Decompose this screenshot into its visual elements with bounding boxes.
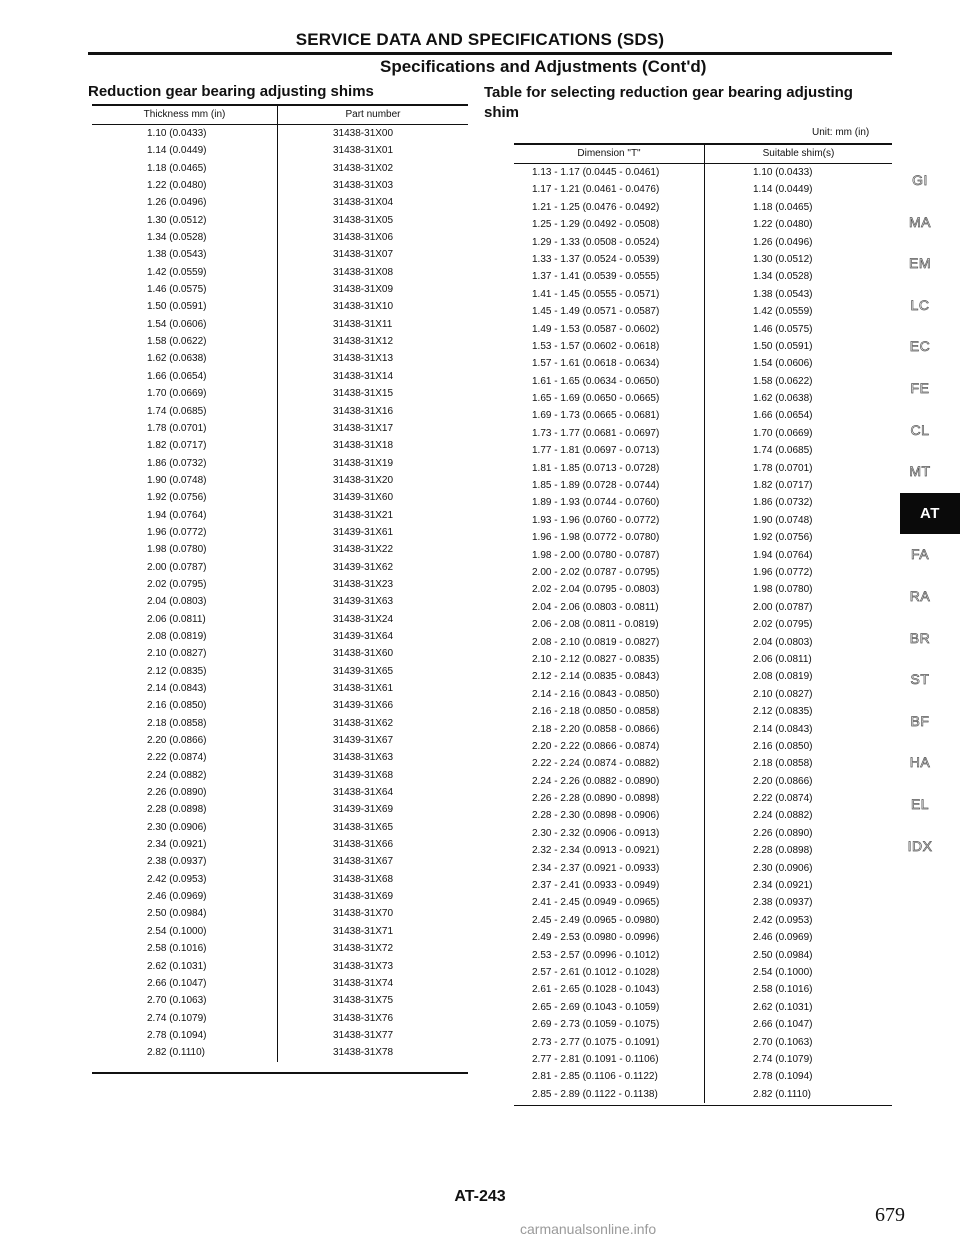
- thickness-cell: 1.74 (0.0685): [147, 405, 207, 417]
- thickness-cell: 2.02 (0.0795): [147, 578, 207, 590]
- part-number-column: [277, 125, 468, 1062]
- suitable-shim-cell: 2.14 (0.0843): [753, 723, 813, 735]
- suitable-shim-cell: 2.38 (0.0937): [753, 897, 813, 909]
- section-tab-lc[interactable]: LC: [910, 296, 930, 313]
- suitable-shim-cell: 2.22 (0.0874): [753, 793, 813, 805]
- thickness-cell: 2.12 (0.0835): [147, 665, 207, 677]
- suitable-shim-cell: 1.74 (0.0685): [753, 445, 813, 457]
- part-number-cell: 31438-31X70: [333, 908, 394, 920]
- dimension-cell: 1.37 - 1.41 (0.0539 - 0.0555): [532, 271, 660, 283]
- thickness-cell: 1.50 (0.0591): [147, 301, 207, 313]
- part-number-cell: 31438-31X67: [333, 856, 394, 868]
- table-header: [92, 106, 468, 125]
- part-number-cell: 31438-31X65: [333, 821, 394, 833]
- thickness-cell: 1.10 (0.0433): [147, 128, 207, 139]
- dimension-cell: 1.93 - 1.96 (0.0760 - 0.0772): [532, 514, 660, 526]
- suitable-shim-column: [704, 164, 892, 1103]
- page-number: 679: [875, 1204, 905, 1226]
- thickness-cell: 1.66 (0.0654): [147, 370, 207, 382]
- thickness-cell: 1.14 (0.0449): [147, 145, 207, 157]
- section-tab-ra[interactable]: RA: [909, 587, 931, 604]
- dimension-cell: 1.98 - 2.00 (0.0780 - 0.0787): [532, 549, 660, 561]
- section-tab-ha[interactable]: HA: [909, 754, 931, 771]
- suitable-shim-cell: 2.28 (0.0898): [753, 845, 813, 857]
- thickness-cell: 1.34 (0.0528): [147, 232, 207, 244]
- suitable-shim-cell: 2.54 (0.1000): [753, 966, 813, 978]
- thickness-cell: 2.08 (0.0819): [147, 630, 207, 642]
- part-number-cell: 31438-31X11: [333, 318, 393, 330]
- part-number-cell: 31438-31X69: [333, 891, 394, 903]
- suitable-shim-cell: 2.04 (0.0803): [753, 636, 813, 648]
- part-number-cell: 31438-31X60: [333, 648, 394, 660]
- part-number-cell: 31439-31X61: [333, 526, 394, 538]
- dimension-cell: 2.57 - 2.61 (0.1012 - 0.1028): [532, 966, 660, 978]
- part-number-cell: 31438-31X19: [333, 457, 394, 469]
- part-number-cell: 31438-31X18: [333, 440, 394, 452]
- part-number-cell: 31439-31X62: [333, 561, 394, 573]
- part-number-cell: 31438-31X78: [333, 1047, 394, 1059]
- thickness-cell: 1.62 (0.0638): [147, 353, 207, 365]
- dimension-cell: 2.61 - 2.65 (0.1028 - 0.1043): [532, 984, 660, 996]
- dimension-cell: 2.85 - 2.89 (0.1122 - 0.1138): [532, 1088, 658, 1100]
- suitable-shim-cell: 2.42 (0.0953): [753, 914, 813, 926]
- suitable-shim-cell: 2.70 (0.1063): [753, 1036, 813, 1048]
- part-number-cell: 31438-31X21: [333, 509, 394, 521]
- dimension-cell: 2.14 - 2.16 (0.0843 - 0.0850): [532, 688, 660, 700]
- part-number-cell: 31438-31X73: [333, 960, 394, 972]
- dimension-cell: 1.41 - 1.45 (0.0555 - 0.0571): [532, 288, 660, 300]
- suitable-shim-cell: 1.38 (0.0543): [753, 288, 813, 300]
- dimension-cell: 2.22 - 2.24 (0.0874 - 0.0882): [532, 758, 660, 770]
- table-bottom-rule: [92, 1072, 468, 1074]
- part-number-cell: 31438-31X23: [333, 578, 394, 590]
- suitable-shim-cell: 2.18 (0.0858): [753, 758, 813, 770]
- part-number-cell: 31438-31X10: [333, 301, 394, 313]
- suitable-shim-cell: 1.98 (0.0780): [753, 584, 813, 596]
- dimension-cell: 1.77 - 1.81 (0.0697 - 0.0713): [532, 445, 660, 457]
- part-number-cell: 31438-31X71: [333, 925, 394, 937]
- thickness-cell: 1.86 (0.0732): [147, 457, 207, 469]
- dimension-column-header: Dimension "T": [577, 148, 641, 159]
- thickness-cell: 2.00 (0.0787): [147, 561, 207, 573]
- thickness-cell: 2.58 (0.1016): [147, 943, 207, 955]
- part-number-cell: 31439-31X66: [333, 700, 394, 712]
- page-code: AT-243: [454, 1188, 506, 1205]
- suitable-shim-cell: 2.30 (0.0906): [753, 862, 813, 874]
- part-number-cell: 31438-31X22: [333, 544, 394, 556]
- shim-selection-table: [514, 143, 892, 1106]
- table-header: [514, 145, 892, 164]
- thickness-cell: 2.14 (0.0843): [147, 683, 207, 694]
- part-number-cell: 31438-31X07: [333, 249, 394, 261]
- dimension-cell: 2.28 - 2.30 (0.0898 - 0.0906): [532, 810, 660, 822]
- suitable-shim-cell: 1.82 (0.0717): [753, 480, 813, 492]
- suitable-shim-cell: 2.02 (0.0795): [753, 619, 813, 631]
- dimension-cell: 1.85 - 1.89 (0.0728 - 0.0744): [532, 480, 660, 492]
- suitable-shim-cell: 2.26 (0.0890): [753, 827, 813, 839]
- suitable-shim-cell: 1.66 (0.0654): [753, 410, 813, 422]
- part-number-cell: 31439-31X68: [333, 769, 394, 781]
- dimension-cell: 2.12 - 2.14 (0.0835 - 0.0843): [532, 671, 660, 683]
- watermark-text: carmanualsonline.info: [520, 1221, 657, 1237]
- suitable-shim-cell: 1.96 (0.0772): [753, 566, 813, 578]
- part-number-cell: 31438-31X61: [333, 683, 394, 694]
- thickness-cell: 2.78 (0.1094): [147, 1029, 207, 1041]
- section-tab-idx[interactable]: IDX: [907, 837, 933, 854]
- thickness-cell: 1.30 (0.0512): [147, 214, 207, 226]
- thickness-cell: 2.18 (0.0858): [147, 717, 207, 729]
- dimension-cell: 1.33 - 1.37 (0.0524 - 0.0539): [532, 253, 660, 265]
- dimension-cell: 2.00 - 2.02 (0.0787 - 0.0795): [532, 566, 660, 578]
- dimension-cell: 2.30 - 2.32 (0.0906 - 0.0913): [532, 827, 660, 839]
- part-number-cell: 31438-31X03: [333, 180, 394, 192]
- suitable-shim-cell: 2.10 (0.0827): [753, 688, 813, 700]
- part-number-cell: 31438-31X05: [333, 214, 394, 226]
- thickness-cell: 2.82 (0.1110): [147, 1047, 206, 1059]
- section-tab-ma[interactable]: MA: [909, 213, 931, 230]
- section-tab-el[interactable]: EL: [910, 795, 930, 812]
- thickness-cell: 2.24 (0.0882): [147, 769, 207, 781]
- suitable-shim-cell: 2.20 (0.0866): [753, 775, 813, 787]
- part-number-cell: 31438-31X08: [333, 266, 394, 278]
- dimension-cell: 2.04 - 2.06 (0.0803 - 0.0811): [532, 601, 659, 613]
- part-number-cell: 31438-31X76: [333, 1012, 394, 1024]
- suitable-shim-column-header: Suitable shim(s): [704, 145, 892, 163]
- dimension-cell: 2.24 - 2.26 (0.0882 - 0.0890): [532, 775, 660, 787]
- part-number-cell: 31438-31X09: [333, 284, 394, 296]
- part-number-cell: 31438-31X72: [333, 943, 394, 955]
- thickness-cell: 2.06 (0.0811): [147, 613, 206, 625]
- dimension-cell: 1.57 - 1.61 (0.0618 - 0.0634): [532, 358, 660, 370]
- thickness-cell: 1.96 (0.0772): [147, 526, 207, 538]
- thickness-cell: 1.38 (0.0543): [147, 249, 207, 261]
- section-tab-at[interactable]: AT: [900, 493, 960, 535]
- suitable-shim-cell: 1.86 (0.0732): [753, 497, 813, 509]
- part-number-cell: 31438-31X64: [333, 787, 394, 799]
- suitable-shim-cell: 1.22 (0.0480): [753, 219, 813, 231]
- suitable-shim-cell: 2.16 (0.0850): [753, 740, 813, 752]
- dimension-cell: 2.41 - 2.45 (0.0949 - 0.0965): [532, 897, 660, 909]
- suitable-shim-cell: 2.74 (0.1079): [753, 1053, 813, 1065]
- dimension-column: [514, 164, 704, 1103]
- thickness-cell: 2.20 (0.0866): [147, 735, 207, 747]
- section-tab-fa[interactable]: FA: [910, 546, 930, 563]
- dimension-cell: 2.53 - 2.57 (0.0996 - 0.1012): [532, 949, 660, 961]
- part-number-cell: 31438-31X00: [333, 128, 394, 139]
- page-header-title: SERVICE DATA AND SPECIFICATIONS (SDS): [295, 30, 665, 49]
- section-tab-mt[interactable]: MT: [909, 463, 931, 480]
- suitable-shim-cell: 2.58 (0.1016): [753, 984, 813, 996]
- thickness-cell: 2.54 (0.1000): [147, 925, 207, 937]
- dimension-cell: 1.65 - 1.69 (0.0650 - 0.0665): [532, 393, 660, 405]
- dimension-cell: 2.45 - 2.49 (0.0965 - 0.0980): [532, 914, 660, 926]
- section-tab-em[interactable]: EM: [909, 255, 931, 272]
- suitable-shim-cell: 2.00 (0.0787): [753, 601, 813, 613]
- part-number-cell: 31438-31X13: [333, 353, 394, 365]
- part-number-cell: 31438-31X24: [333, 613, 394, 625]
- section-index-tabs: [896, 160, 944, 867]
- dimension-cell: 2.73 - 2.77 (0.1075 - 0.1091): [532, 1036, 660, 1048]
- part-number-cell: 31438-31X04: [333, 197, 394, 209]
- suitable-shim-cell: 2.24 (0.0882): [753, 810, 813, 822]
- dimension-cell: 2.81 - 2.85 (0.1106 - 0.1122): [532, 1071, 658, 1083]
- thickness-cell: 2.38 (0.0937): [147, 856, 207, 868]
- unit-label: Unit: mm (in): [812, 127, 870, 138]
- thickness-cell: 2.30 (0.0906): [147, 821, 207, 833]
- thickness-cell: 1.22 (0.0480): [147, 180, 207, 192]
- header-rule: [88, 52, 892, 55]
- part-number-cell: 31439-31X69: [333, 804, 394, 816]
- thickness-cell: 2.26 (0.0890): [147, 787, 207, 799]
- dimension-cell: 1.73 - 1.77 (0.0681 - 0.0697): [532, 427, 660, 439]
- part-number-cell: 31438-31X02: [333, 162, 394, 174]
- suitable-shim-cell: 2.08 (0.0819): [753, 671, 813, 683]
- part-number-cell: 31438-31X12: [333, 336, 394, 348]
- suitable-shim-cell: 1.78 (0.0701): [753, 462, 813, 474]
- dimension-cell: 2.37 - 2.41 (0.0933 - 0.0949): [532, 880, 660, 892]
- dimension-cell: 1.17 - 1.21 (0.0461 - 0.0476): [532, 184, 660, 196]
- dimension-cell: 1.81 - 1.85 (0.0713 - 0.0728): [532, 462, 660, 474]
- thickness-cell: 2.46 (0.0969): [147, 891, 207, 903]
- dimension-cell: 2.49 - 2.53 (0.0980 - 0.0996): [532, 932, 660, 944]
- part-number-cell: 31438-31X01: [333, 145, 394, 157]
- right-section-heading: Table for selecting reduction gear bearing adjusting shim: [484, 84, 853, 121]
- thickness-cell: 1.26 (0.0496): [147, 197, 207, 209]
- dimension-cell: 1.45 - 1.49 (0.0571 - 0.0587): [532, 306, 660, 318]
- section-tab-fe[interactable]: FE: [910, 379, 930, 396]
- suitable-shim-cell: 2.66 (0.1047): [753, 1019, 813, 1031]
- part-number-cell: 31438-31X16: [333, 405, 394, 417]
- dimension-cell: 1.61 - 1.65 (0.0634 - 0.0650): [532, 375, 660, 387]
- thickness-cell: 2.34 (0.0921): [147, 839, 207, 851]
- part-number-cell: 31438-31X75: [333, 995, 394, 1007]
- dimension-cell: 1.13 - 1.17 (0.0445 - 0.0461): [532, 167, 660, 178]
- dimension-cell: 2.32 - 2.34 (0.0913 - 0.0921): [532, 845, 660, 857]
- section-tab-bf[interactable]: BF: [910, 712, 930, 729]
- part-number-cell: 31439-31X65: [333, 665, 394, 677]
- part-number-cell: 31438-31X14: [333, 370, 394, 382]
- section-tab-gi[interactable]: GI: [912, 172, 928, 188]
- thickness-cell: 2.16 (0.0850): [147, 700, 207, 712]
- suitable-shim-cell: 1.18 (0.0465): [753, 201, 813, 213]
- suitable-shim-cell: 2.12 (0.0835): [753, 706, 813, 718]
- part-number-cell: 31438-31X17: [333, 422, 394, 434]
- suitable-shim-cell: 1.14 (0.0449): [753, 184, 813, 196]
- suitable-shim-cell: 2.06 (0.0811): [753, 653, 812, 665]
- thickness-cell: 2.42 (0.0953): [147, 873, 207, 885]
- suitable-shim-cell: 1.46 (0.0575): [753, 323, 813, 335]
- part-number-cell: 31438-31X06: [333, 232, 394, 244]
- thickness-cell: 2.66 (0.1047): [147, 977, 207, 989]
- dimension-cell: 1.89 - 1.93 (0.0744 - 0.0760): [532, 497, 660, 509]
- table-body: [514, 164, 892, 1103]
- left-section-heading: Reduction gear bearing adjusting shims: [88, 83, 374, 100]
- dimension-cell: 1.53 - 1.57 (0.0602 - 0.0618): [532, 340, 660, 352]
- part-number-cell: 31438-31X63: [333, 752, 394, 764]
- part-number-cell: 31438-31X15: [333, 388, 394, 400]
- part-number-cell: 31439-31X64: [333, 630, 394, 642]
- thickness-cell: 2.10 (0.0827): [147, 648, 207, 660]
- dimension-cell: 2.20 - 2.22 (0.0866 - 0.0874): [532, 740, 660, 752]
- part-number-cell: 31438-31X20: [333, 474, 394, 486]
- dimension-cell: 1.96 - 1.98 (0.0772 - 0.0780): [532, 532, 660, 544]
- section-tab-br[interactable]: BR: [909, 629, 931, 646]
- dimension-cell: 2.08 - 2.10 (0.0819 - 0.0827): [532, 636, 660, 648]
- table-body: [92, 125, 468, 1062]
- dimension-cell: 2.26 - 2.28 (0.0890 - 0.0898): [532, 793, 660, 805]
- dimension-cell: 2.18 - 2.20 (0.0858 - 0.0866): [532, 723, 660, 735]
- dimension-cell: 2.02 - 2.04 (0.0795 - 0.0803): [532, 584, 660, 596]
- suitable-shim-cell: 2.34 (0.0921): [753, 880, 813, 892]
- part-number-cell: 31439-31X63: [333, 596, 394, 608]
- suitable-shim-cell: 1.10 (0.0433): [753, 167, 813, 178]
- dimension-cell: 1.21 - 1.25 (0.0476 - 0.0492): [532, 201, 660, 213]
- part-number-cell: 31439-31X60: [333, 492, 394, 504]
- dimension-cell: 2.65 - 2.69 (0.1043 - 0.1059): [532, 1001, 660, 1013]
- dimension-cell: 1.49 - 1.53 (0.0587 - 0.0602): [532, 323, 660, 335]
- shim-part-table: [92, 104, 468, 1074]
- thickness-cell: 2.62 (0.1031): [147, 960, 207, 972]
- thickness-cell: 1.70 (0.0669): [147, 388, 207, 400]
- dimension-cell: 2.16 - 2.18 (0.0850 - 0.0858): [532, 706, 660, 718]
- suitable-shim-cell: 1.70 (0.0669): [753, 427, 813, 439]
- dimension-cell: 1.25 - 1.29 (0.0492 - 0.0508): [532, 219, 660, 231]
- dimension-cell: 2.06 - 2.08 (0.0811 - 0.0819): [532, 619, 659, 631]
- suitable-shim-cell: 1.94 (0.0764): [753, 549, 813, 561]
- suitable-shim-cell: 1.34 (0.0528): [753, 271, 813, 283]
- suitable-shim-cell: 1.58 (0.0622): [753, 375, 813, 387]
- part-number-cell: 31438-31X74: [333, 977, 394, 989]
- table-bottom-rule: [514, 1105, 892, 1106]
- suitable-shim-cell: 2.82 (0.1110): [753, 1088, 812, 1100]
- page-subtitle: Specifications and Adjustments (Cont'd): [380, 57, 707, 76]
- section-tab-ec[interactable]: EC: [909, 338, 931, 355]
- suitable-shim-cell: 1.54 (0.0606): [753, 358, 813, 370]
- suitable-shim-cell: 2.46 (0.0969): [753, 932, 813, 944]
- suitable-shim-cell: 2.78 (0.1094): [753, 1071, 813, 1083]
- suitable-shim-cell: 1.90 (0.0748): [753, 514, 813, 526]
- thickness-cell: 1.18 (0.0465): [147, 162, 207, 174]
- suitable-shim-cell: 1.42 (0.0559): [753, 306, 813, 318]
- suitable-shim-cell: 2.62 (0.1031): [753, 1001, 813, 1013]
- part-number-cell: 31438-31X62: [333, 717, 394, 729]
- part-number-cell: 31438-31X77: [333, 1029, 394, 1041]
- dimension-cell: 1.69 - 1.73 (0.0665 - 0.0681): [532, 410, 660, 422]
- thickness-cell: 1.78 (0.0701): [147, 422, 207, 434]
- thickness-cell: 1.42 (0.0559): [147, 266, 207, 278]
- dimension-cell: 2.77 - 2.81 (0.1091 - 0.1106): [532, 1053, 659, 1065]
- thickness-cell: 2.74 (0.1079): [147, 1012, 207, 1024]
- thickness-cell: 2.50 (0.0984): [147, 908, 207, 920]
- part-number-cell: 31438-31X66: [333, 839, 394, 851]
- suitable-shim-cell: 2.50 (0.0984): [753, 949, 813, 961]
- section-tab-cl[interactable]: CL: [910, 421, 930, 438]
- suitable-shim-cell: 1.62 (0.0638): [753, 393, 813, 405]
- suitable-shim-cell: 1.26 (0.0496): [753, 236, 813, 248]
- thickness-cell: 1.58 (0.0622): [147, 336, 207, 348]
- thickness-cell: 1.98 (0.0780): [147, 544, 207, 556]
- thickness-cell: 1.92 (0.0756): [147, 492, 207, 504]
- suitable-shim-cell: 1.30 (0.0512): [753, 253, 813, 265]
- dimension-cell: 2.34 - 2.37 (0.0921 - 0.0933): [532, 862, 660, 874]
- thickness-cell: 1.82 (0.0717): [147, 440, 207, 452]
- part-number-cell: 31438-31X68: [333, 873, 394, 885]
- thickness-column: [92, 125, 277, 1062]
- thickness-cell: 2.22 (0.0874): [147, 752, 207, 764]
- part-number-cell: 31439-31X67: [333, 735, 394, 747]
- thickness-cell: 1.46 (0.0575): [147, 284, 207, 296]
- part-number-column-header: Part number: [277, 106, 468, 124]
- dimension-cell: 2.69 - 2.73 (0.1059 - 0.1075): [532, 1019, 660, 1031]
- thickness-cell: 2.04 (0.0803): [147, 596, 207, 608]
- thickness-cell: 2.28 (0.0898): [147, 804, 207, 816]
- suitable-shim-cell: 1.50 (0.0591): [753, 340, 813, 352]
- thickness-cell: 1.94 (0.0764): [147, 509, 207, 521]
- thickness-column-header: Thickness mm (in): [143, 109, 226, 120]
- section-tab-st[interactable]: ST: [910, 671, 930, 688]
- dimension-cell: 1.29 - 1.33 (0.0508 - 0.0524): [532, 236, 660, 248]
- dimension-cell: 2.10 - 2.12 (0.0827 - 0.0835): [532, 653, 660, 665]
- thickness-cell: 1.90 (0.0748): [147, 474, 207, 486]
- thickness-cell: 1.54 (0.0606): [147, 318, 207, 330]
- suitable-shim-cell: 1.92 (0.0756): [753, 532, 813, 544]
- thickness-cell: 2.70 (0.1063): [147, 995, 207, 1007]
